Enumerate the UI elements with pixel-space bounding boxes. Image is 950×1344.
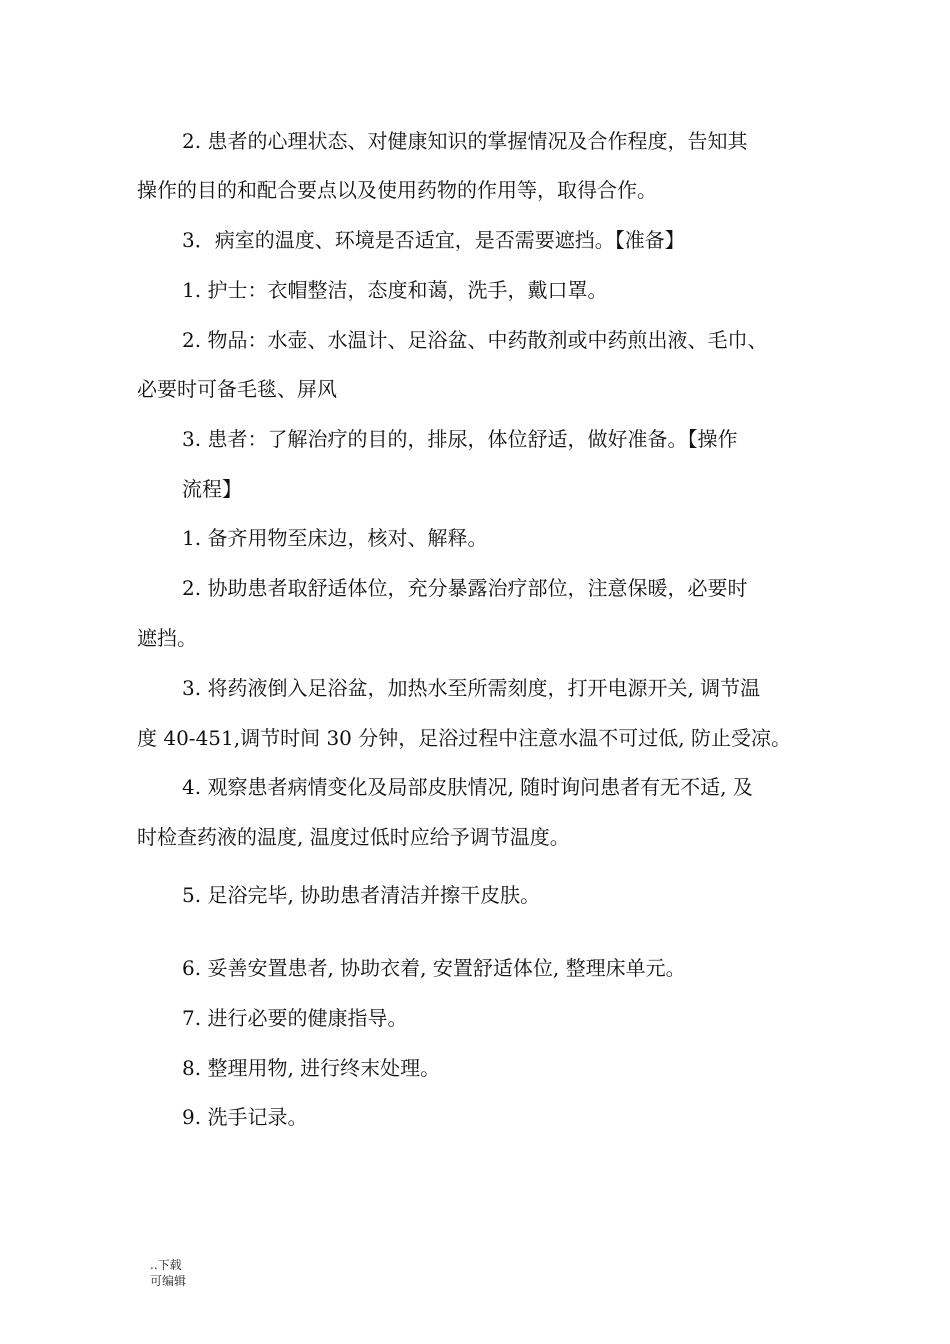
text-line: 3. 患者：了解治疗的目的，排尿，体位舒适，做好准备。【操作 [182,427,738,451]
text-line: 度 40-451,调节时间 30 分钟，足浴过程中注意水温不可过低, 防止受凉。 [137,726,791,750]
text-line: 操作的目的和配合要点以及使用药物的作用等，取得合作。 [137,178,657,202]
text-line: 必要时可备毛毯、屏风 [137,377,337,401]
text-line: 3．病室的温度、环境是否适宜，是否需要遮挡。【准备】 [182,228,685,252]
text-line: 时检查药液的温度, 温度过低时应给予调节温度。 [137,825,570,849]
text-line: 7. 进行必要的健康指导。 [182,1006,408,1030]
text-line: 4. 观察患者病情变化及局部皮肤情况, 随时询问患者有无不适, 及 [182,775,753,799]
text-line: 3. 将药液倒入足浴盆，加热水至所需刻度，打开电源开关, 调节温 [182,676,761,700]
text-line: 遮挡。 [137,626,197,650]
text-line: 6. 妥善安置患者, 协助衣着, 安置舒适体位, 整理床单元。 [182,956,686,980]
text-line: 1. 备齐用物至床边，核对、解释。 [182,526,488,550]
text-line: 8. 整理用物, 进行终末处理。 [182,1056,441,1080]
text-line: 2. 患者的心理状态、对健康知识的掌握情况及合作程度，告知其 [182,129,748,153]
text-line: 流程】 [182,477,242,501]
text-line: 2. 物品：水壶、水温计、足浴盆、中药散剂或中药煎出液、毛巾、 [182,328,768,352]
text-line: 2. 协助患者取舒适体位，充分暴露治疗部位，注意保暖，必要时 [182,576,748,600]
footer-editable-note: 可编辑 [150,1274,187,1288]
text-line: 1. 护士：衣帽整洁，态度和蔼，洗手，戴口罩。 [182,278,608,302]
text-line: 5. 足浴完毕, 协助患者清洁并擦干皮肤。 [182,883,541,907]
text-line: 9. 洗手记录。 [182,1105,308,1129]
footer-download-note: ..下载 [150,1258,182,1272]
